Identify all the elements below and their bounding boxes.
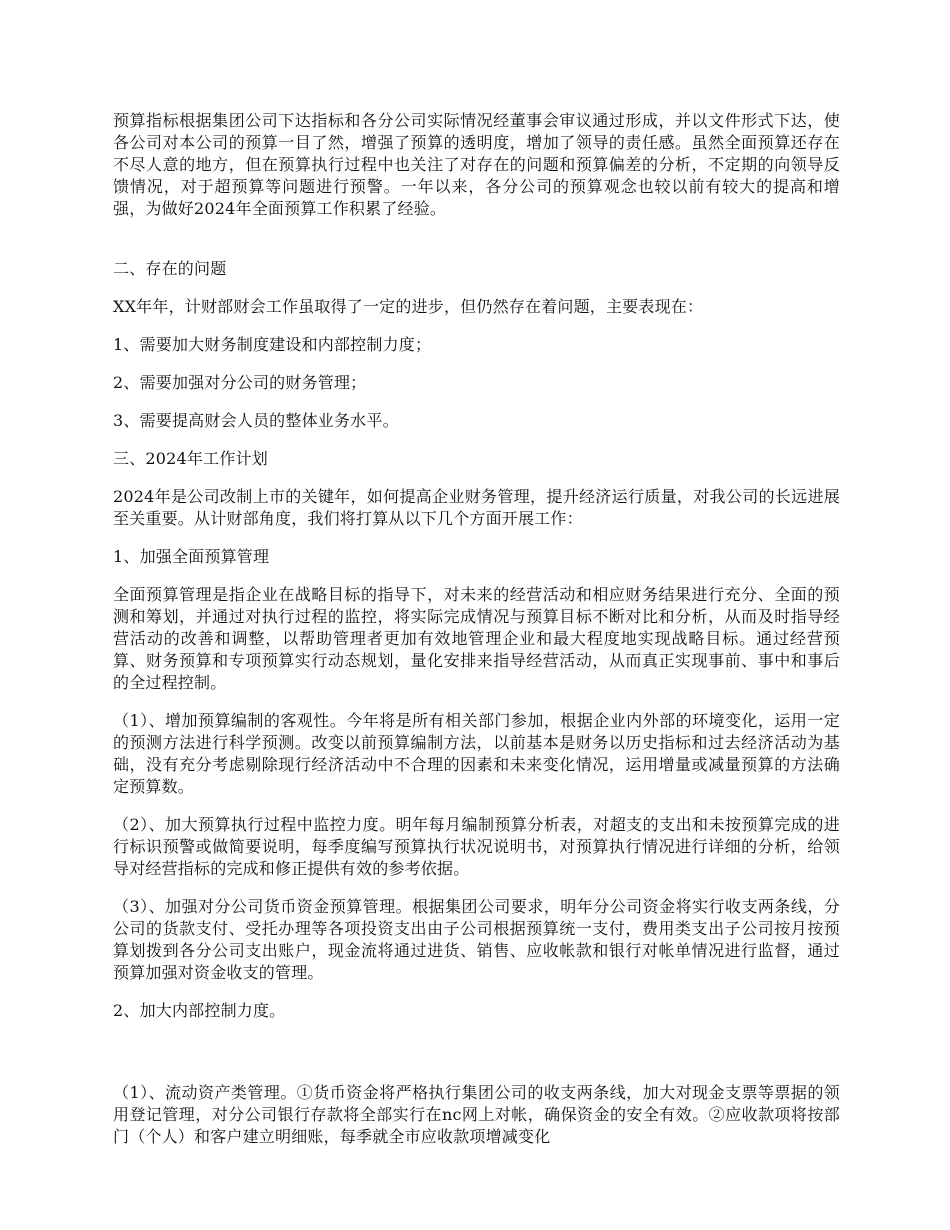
paragraph-budget-item-2: （2）、加大预算执行过程中监控力度。明年每月编制预算分析表，对超支的支出和未按预算完成的进行标识预警或做简要说明，每季度编写预算执行状况说明书，对预算执行情况进行详细的分析，给领导对经营指标的完成和修正提供有效的参考依据。 (113, 815, 840, 878)
heading-budget-management: 1、加强全面预算管理 (113, 547, 270, 566)
paragraph-plan-intro: 2024年是公司改制上市的关键年，如何提高企业财务管理，提升经济运行质量，对我公司的长远进展至关重要。从计财部角度，我们将打算从以下几个方面开展工作： (113, 487, 840, 528)
document-body (113, 110, 840, 1148)
list-item-problem-2: 2、需要加强对分公司的财务管理； (113, 373, 367, 392)
paragraph-budget-summary: 预算指标根据集团公司下达指标和各分公司实际情况经董事会审议通过形成，并以文件形式下达，使各公司对本公司的预算一目了然，增强了预算的透明度，增加了领导的责任感。虽然全面预算还存在不尽人意的地方，但在预算执行过程中也关注了对存在的问题和预算偏差的分析，不定期的向领导反馈情况，对于超预算等问题进行预警。一年以来，各分公司的预算观念也较以前有较大的提高和增强，为做好2024年全面预算工作积累了经验。 (113, 111, 840, 218)
paragraph-current-assets: （1）、流动资产类管理。①货币资金将严格执行集团公司的收支两条线，加大对现金支票等票据的领用登记管理，对分公司银行存款将全部实行在nc网上对帐，确保资金的安全有效。②应收款项将按部门（个人）和客户建立明细账，每季就全市应收款项增减变化 (113, 1083, 840, 1146)
heading-work-plan: 三、2024年工作计划 (113, 449, 268, 468)
heading-internal-control: 2、加大内部控制力度。 (113, 1001, 286, 1020)
paragraph-budget-definition: 全面预算管理是指企业在战略目标的指导下，对未来的经营活动和相应财务结果进行充分、全面的预测和筹划，并通过对执行过程的监控，将实际完成情况与预算目标不断对比和分析，从而及时指导经营活动的改善和调整，以帮助管理者更加有效地管理企业和最大程度地实现战略目标。通过经营预算、财务预算和专项预算实行动态规划，量化安排来指导经营活动，从而真正实现事前、事中和事后的全过程控制。 (113, 585, 840, 692)
list-item-problem-3: 3、需要提高财会人员的整体业务水平。 (113, 411, 399, 430)
heading-existing-problems: 二、存在的问题 (113, 259, 227, 278)
paragraph-problems-intro: XX年年，计财部财会工作虽取得了一定的进步，但仍然存在着问题，主要表现在： (113, 297, 704, 316)
list-item-problem-1: 1、需要加大财务制度建设和内部控制力度； (113, 335, 432, 354)
paragraph-budget-item-3: （3）、加强对分公司货币资金预算管理。根据集团公司要求，明年分公司资金将实行收支两条线，分公司的货款支付、受托办理等各项投资支出由子公司根据预算统一支付，费用类支出子公司按月按预算划拨到各分公司支出账户，现金流将通过进货、销售、应收帐款和银行对帐单情况进行监督，通过预算加强对资金收支的管理。 (113, 897, 840, 982)
paragraph-budget-item-1: （1）、增加预算编制的客观性。今年将是所有相关部门参加，根据企业内外部的环境变化，运用一定的预测方法进行科学预测。改变以前预算编制方法，以前基本是财务以历史指标和过去经济活动为基础，没有充分考虑剔除现行经济活动中不合理的因素和未来变化情况，运用增量或减量预算的方法确定预算数。 (113, 711, 840, 796)
